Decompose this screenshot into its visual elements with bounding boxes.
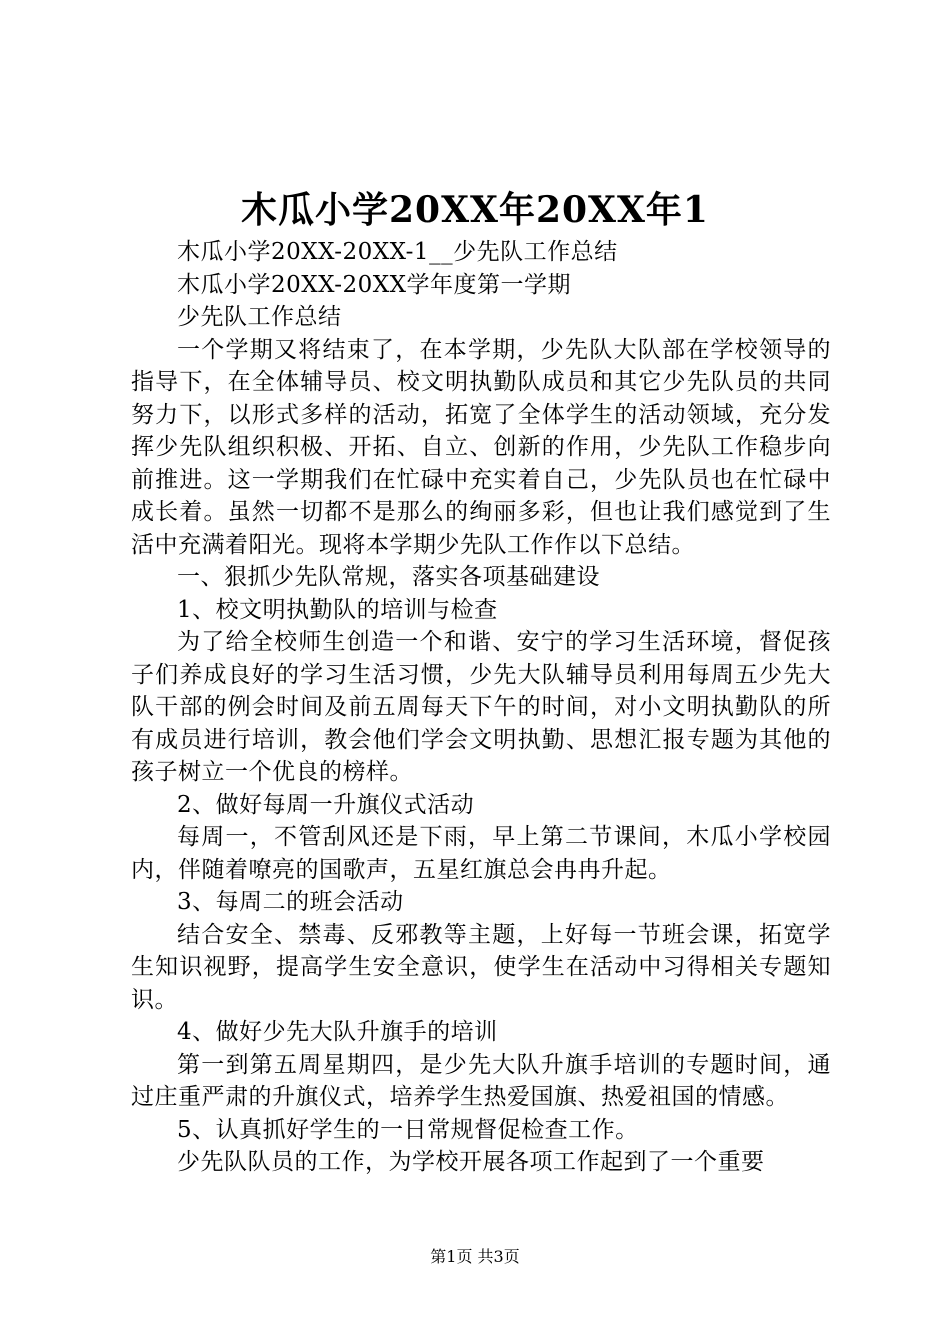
paragraph: 结合安全、禁毒、反邪教等主题，上好每一节班会课，拓宽学生知识视野，提高学生安全意识，使学生在活动中习得相关专题知识。 bbox=[131, 921, 831, 1013]
subsection-heading: 5、认真抓好学生的一日常规督促检查工作。 bbox=[177, 1116, 639, 1143]
subtitle-line: 木瓜小学20XX-20XX学年度第一学期 bbox=[177, 271, 571, 298]
subtitle-line: 木瓜小学20XX-20XX-1__少先队工作总结 bbox=[177, 239, 618, 265]
document-title: 木瓜小学20XX年20XX年1 bbox=[241, 189, 709, 231]
paragraph: 一个学期又将结束了，在本学期，少先队大队部在学校领导的指导下，在全体辅导员、校文明执勤队成员和其它少先队员的共同努力下，以形式多样的活动，拓宽了全体学生的活动领域，充分发挥少先队组织积极、开拓、自立、创新的作用，少先队工作稳步向前推进。这一学期我们在忙碌中充实着自己，少先队员也在忙碌中成长着。虽然一切都不是那么的绚丽多彩，但也让我们感觉到了生活中充满着阳光。现将本学期少先队工作作以下总结。 bbox=[131, 336, 831, 558]
section-heading: 一、狠抓少先队常规，落实各项基础建设 bbox=[177, 564, 600, 590]
subsection-heading: 4、做好少先大队升旗手的培训 bbox=[177, 1019, 498, 1045]
paragraph: 第一到第五周星期四，是少先大队升旗手培训的专题时间，通过庄重严肃的升旗仪式，培养学生热爱国旗、热爱祖国的情感。 bbox=[131, 1051, 831, 1110]
paragraph: 每周一，不管刮风还是下雨，早上第二节课间，木瓜小学校园内，伴随着嘹亮的国歌声，五星红旗总会冉冉升起。 bbox=[131, 824, 831, 883]
paragraph: 为了给全校师生创造一个和谐、安宁的学习生活环境，督促孩子们养成良好的学习生活习惯，少先大队辅导员利用每周五少先大队干部的例会时间及前五周每天下午的时间，对小文明执勤队的所有成员进行培训，教会他们学会文明执勤、思想汇报专题为其他的孩子树立一个优良的榜样。 bbox=[131, 629, 831, 785]
subtitle-line: 少先队工作总结 bbox=[177, 304, 342, 330]
subsection-heading: 1、校文明执勤队的培训与检查 bbox=[177, 596, 498, 623]
page-footer: 第1页 共3页 bbox=[430, 1247, 520, 1266]
document-body bbox=[131, 236, 831, 1179]
paragraph: 少先队队员的工作，为学校开展各项工作起到了一个重要 bbox=[177, 1149, 765, 1175]
subsection-heading: 3、每周二的班会活动 bbox=[177, 889, 404, 915]
subsection-heading: 2、做好每周一升旗仪式活动 bbox=[177, 791, 475, 818]
